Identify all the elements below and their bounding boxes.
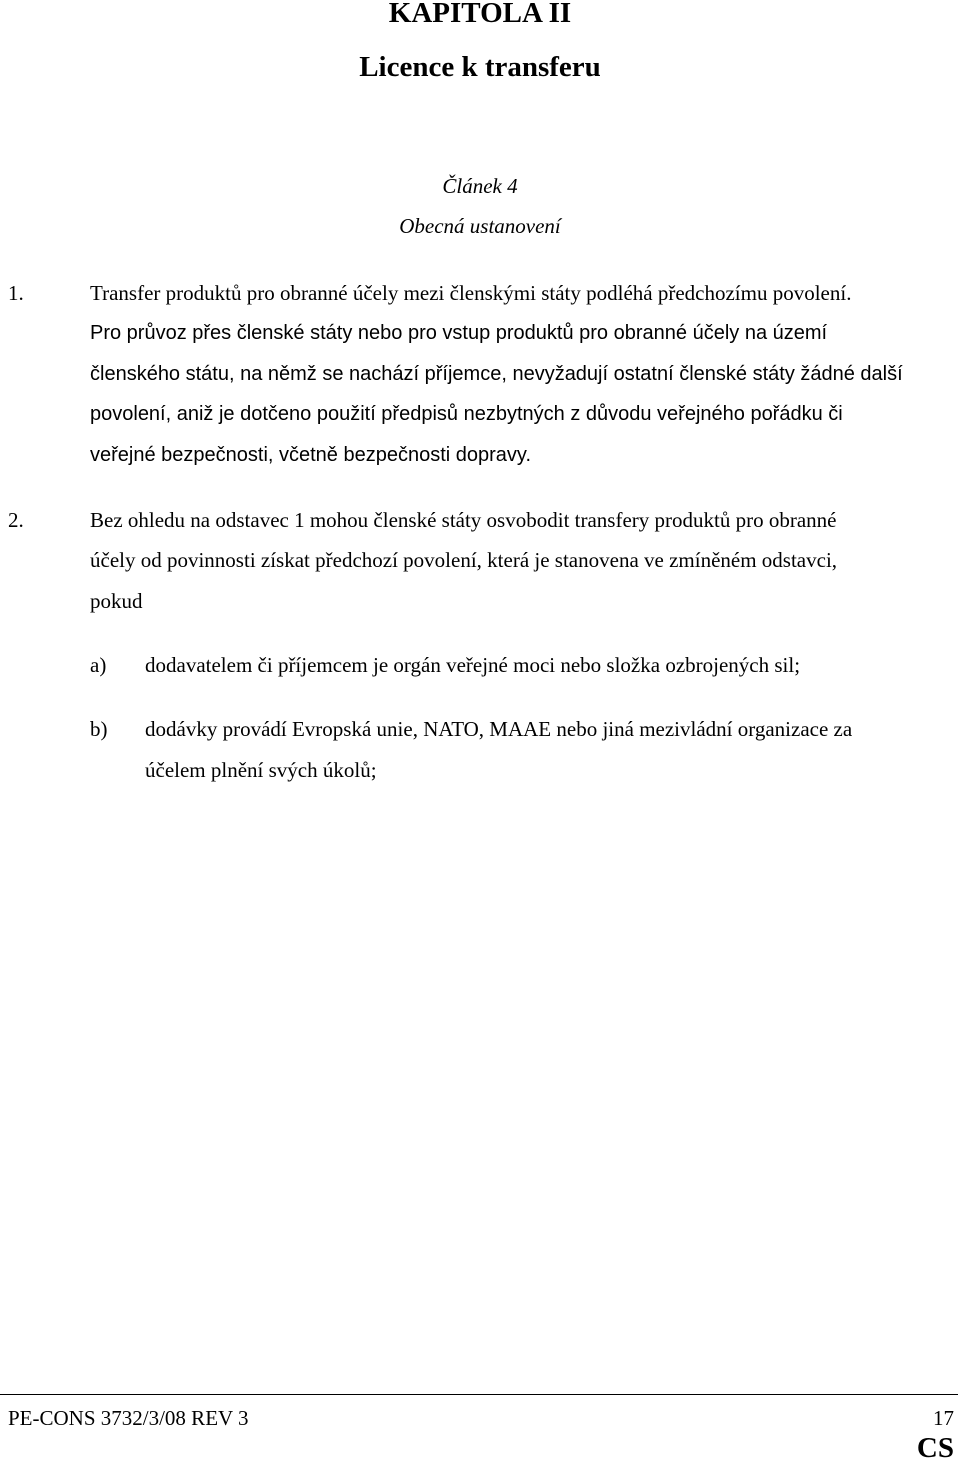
- chapter-label: KAPITOLA II: [388, 0, 572, 29]
- paragraph-2-line: pokud: [90, 589, 143, 613]
- paragraph-1-line: členského státu, na němž se nachází příjemce, nevyžadují ostatní členské státy žádné další: [90, 363, 903, 385]
- footer-divider: [0, 1394, 958, 1395]
- item-b-text: účelem plnění svých úkolů;: [145, 758, 377, 782]
- document-reference: PE-CONS 3732/3/08 REV 3: [8, 1406, 249, 1430]
- item-b-label: b): [90, 717, 108, 741]
- paragraph-1-line: povolení, aniž je dotčeno použití předpisů nezbytných z důvodu veřejného pořádku či: [90, 403, 843, 425]
- paragraph-1-line: Transfer produktů pro obranné účely mezi členskými státy podléhá předchozímu povolení.: [90, 281, 852, 305]
- paragraph-1-number: 1.: [8, 281, 24, 305]
- paragraph-1-line: veřejné bezpečnosti, včetně bezpečnosti dopravy.: [90, 444, 532, 466]
- item-b-text: dodávky provádí Evropská unie, NATO, MAAE nebo jiná mezivládní organizace za: [145, 717, 853, 741]
- language-code: CS: [916, 1432, 954, 1464]
- paragraph-2-line: účely od povinnosti získat předchozí povolení, která je stanovena ve zmíněném odstavci,: [90, 548, 838, 572]
- item-a-label: a): [90, 653, 107, 677]
- paragraph-1-line: Pro průvoz přes členské státy nebo pro vstup produktů pro obranné účely na území: [90, 322, 828, 344]
- article-heading: Obecná ustanovení: [399, 214, 561, 238]
- paragraph-2-number: 2.: [8, 508, 24, 532]
- page-number: 17: [933, 1406, 954, 1430]
- article-number: Článek 4: [442, 174, 518, 198]
- chapter-title: Licence k transferu: [359, 51, 601, 83]
- paragraph-2-line: Bez ohledu na odstavec 1 mohou členské státy osvobodit transfery produktů pro obranné: [90, 508, 837, 532]
- item-a-text: dodavatelem či příjemcem je orgán veřejné moci nebo složka ozbrojených sil;: [145, 653, 801, 677]
